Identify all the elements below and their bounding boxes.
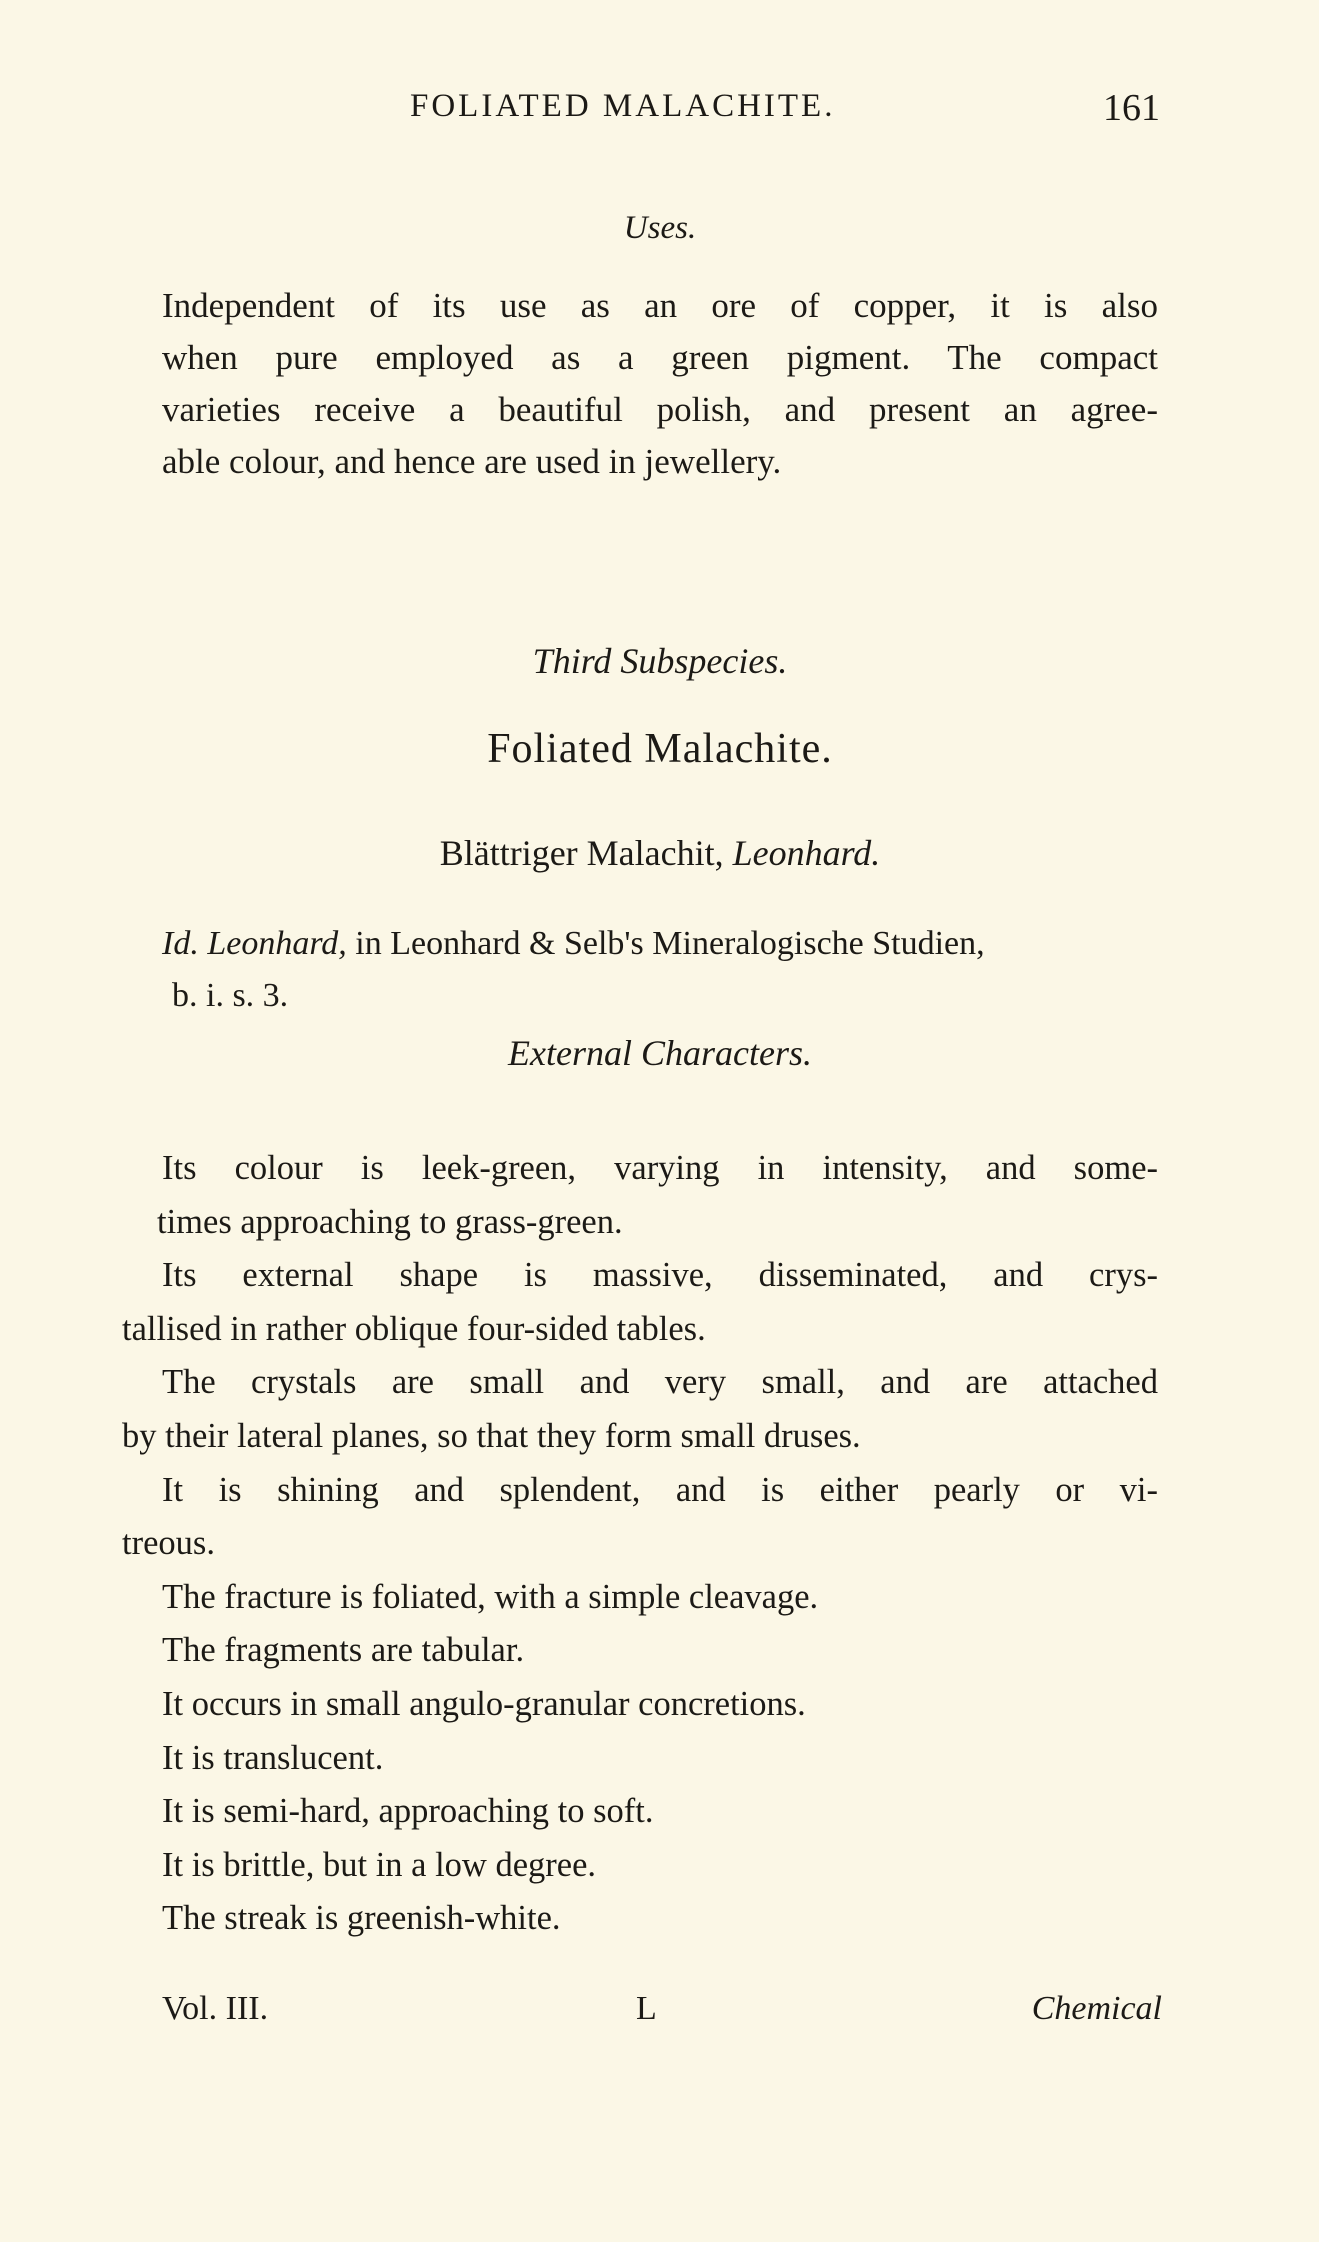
- uses-line: able colour, and hence are used in jewellery.: [162, 442, 782, 481]
- running-title: FOLIATED MALACHITE.: [410, 88, 836, 124]
- uses-line: when pure employed as a green pigment. The compact: [162, 338, 1158, 377]
- synonym-text: Blättriger Malachit,: [439, 833, 733, 873]
- external-characters-list: [122, 1142, 1158, 1946]
- character-line: Its colour is leek-green, varying in intensity, and some-: [162, 1149, 1158, 1187]
- page-footer: [162, 1990, 1162, 2040]
- character-line: It is shining and splendent, and is either pearly or vi-: [162, 1470, 1158, 1509]
- subspecies-label: Third Subspecies.: [532, 641, 788, 681]
- reference-text: in Leonhard & Selb's Mineralogische Studien,: [346, 925, 985, 962]
- character-line: by their lateral planes, so that they form small druses.: [122, 1416, 861, 1455]
- character-line: times approaching to grass-green.: [157, 1202, 623, 1241]
- character-line: The fracture is foliated, with a simple cleavage.: [162, 1577, 819, 1616]
- catchword: Chemical: [1031, 1990, 1162, 2027]
- reference-author: Id. Leonhard,: [162, 925, 347, 962]
- character-line: It occurs in small angulo-granular concretions.: [162, 1684, 806, 1723]
- character-line: It is semi-hard, approaching to soft.: [162, 1792, 654, 1831]
- character-line: The crystals are small and very small, and are attached: [162, 1363, 1158, 1402]
- uses-line: varieties receive a beautiful polish, and present an agree-: [162, 390, 1158, 429]
- uses-heading: Uses.: [623, 210, 697, 246]
- reference-line-2: b. i. s. 3.: [172, 977, 289, 1014]
- character-line: It is translucent.: [162, 1738, 384, 1777]
- character-line: Its external shape is massive, disseminated, and crys-: [162, 1256, 1158, 1295]
- character-line: The fragments are tabular.: [162, 1631, 525, 1670]
- character-line: It is brittle, but in a low degree.: [162, 1845, 597, 1884]
- page-number: 161: [1103, 87, 1160, 129]
- external-characters-heading: External Characters.: [508, 1033, 812, 1073]
- species-title: Foliated Malachite.: [487, 726, 833, 772]
- uses-line: Independent of its use as an ore of copper, it is also: [162, 286, 1158, 325]
- reference-citation: [162, 918, 1158, 1022]
- synonym-author: Leonhard.: [732, 833, 881, 873]
- character-line: The streak is greenish-white.: [162, 1899, 561, 1938]
- uses-paragraph: [162, 280, 1158, 488]
- running-head: [160, 88, 1160, 134]
- character-line: treous.: [122, 1524, 215, 1563]
- synonym-line: [162, 832, 1158, 874]
- volume-marker: Vol. III.: [162, 1990, 269, 2027]
- reference-line-1: [162, 918, 1158, 970]
- signature-mark: L: [636, 1990, 657, 2027]
- character-line: tallised in rather oblique four-sided tables.: [122, 1309, 706, 1348]
